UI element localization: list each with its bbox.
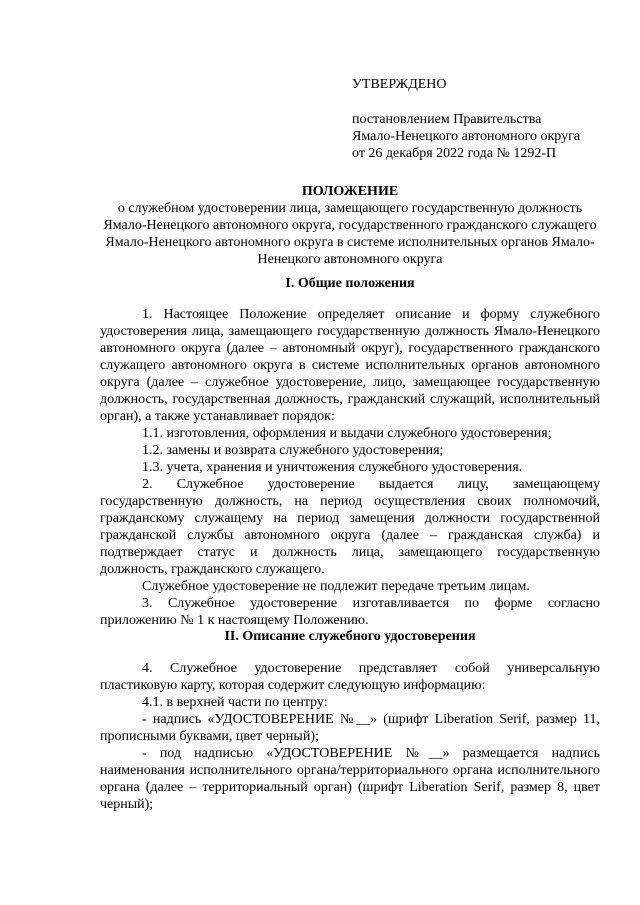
- paragraph: 4. Служебное удостоверение представляет собой универсальную пластиковую карту, которая содержит следующую информацию:: [100, 661, 600, 693]
- paragraph: - надпись «УДОСТОВЕРЕНИЕ №__» (шрифт Liberation Serif, размер 11, прописными буквами, цвет черный);: [100, 712, 600, 744]
- approval-line-1: постановлением Правительства: [352, 112, 542, 127]
- paragraph: 1.3. учета, хранения и уничтожения служебного удостоверения.: [142, 460, 523, 475]
- section-1-body: [100, 306, 600, 629]
- paragraph: 1. Настоящее Положение определяет описание и форму служебного удостоверения лица, замещающего государственную должность Ямало-Ненецкого автономного округа (далее – автономный округ), государственного гражданского служащего автономного округа в системе исполнительных органов автономного округа (далее – служебное удостоверение, лицо, замещающее государственную должность, государственная должность, гражданский служащий, исполнительный орган), а также устанавливает порядок:: [100, 307, 600, 424]
- document-subtitle: о служебном удостоверении лица, замещающего государственную должность Ямало-Ненецкого автономного округа, государственного гражданского служащего Ямало-Ненецкого автономного округа в системе исполнительных органов Ямало-Ненецкого автономного округа: [103, 201, 597, 267]
- section-2-body: [100, 660, 600, 813]
- document-title: ПОЛОЖЕНИЕ: [301, 184, 399, 199]
- paragraph: 4.1. в верхней части по центру:: [142, 695, 328, 710]
- paragraph: 1.2. замены и возврата служебного удостоверения;: [142, 443, 444, 458]
- paragraph: 1.1. изготовления, оформления и выдачи служебного удостоверения;: [142, 426, 552, 441]
- approval-line-3: от 26 декабря 2022 года № 1292-П: [352, 146, 557, 161]
- paragraph: - под надписью «УДОСТОВЕРЕНИЕ №__» размещается надпись наименования исполнительного органа/территориального органа исполнительного органа (далее – территориальный орган) (шрифт Liberation Serif, размер 8, цвет черный);: [100, 746, 600, 812]
- paragraph: Служебное удостоверение не подлежит передаче третьим лицам.: [142, 579, 530, 594]
- paragraph: 2. Служебное удостоверение выдается лицу, замещающему государственную должность, на период осуществления своих полномочий, гражданскому служащему на период замещения должности государственной гражданской службы автономного округа (далее – гражданская служба) и подтверждает статус и должность лица, замещающего государственную должность, гражданского служащего.: [100, 477, 600, 577]
- document-title-block: [100, 183, 600, 268]
- paragraph: 3. Служебное удостоверение изготавливается по форме согласно приложению № 1 к настоящему Положению.: [100, 596, 600, 628]
- approval-line-2: Ямало-Ненецкого автономного округа: [352, 129, 581, 144]
- approval-block: [352, 76, 622, 162]
- approval-heading: УТВЕРЖДЕНО: [352, 77, 447, 92]
- section-1-heading: I. Общие положения: [285, 276, 415, 291]
- section-2-heading: II. Описание служебного удостоверения: [224, 629, 476, 644]
